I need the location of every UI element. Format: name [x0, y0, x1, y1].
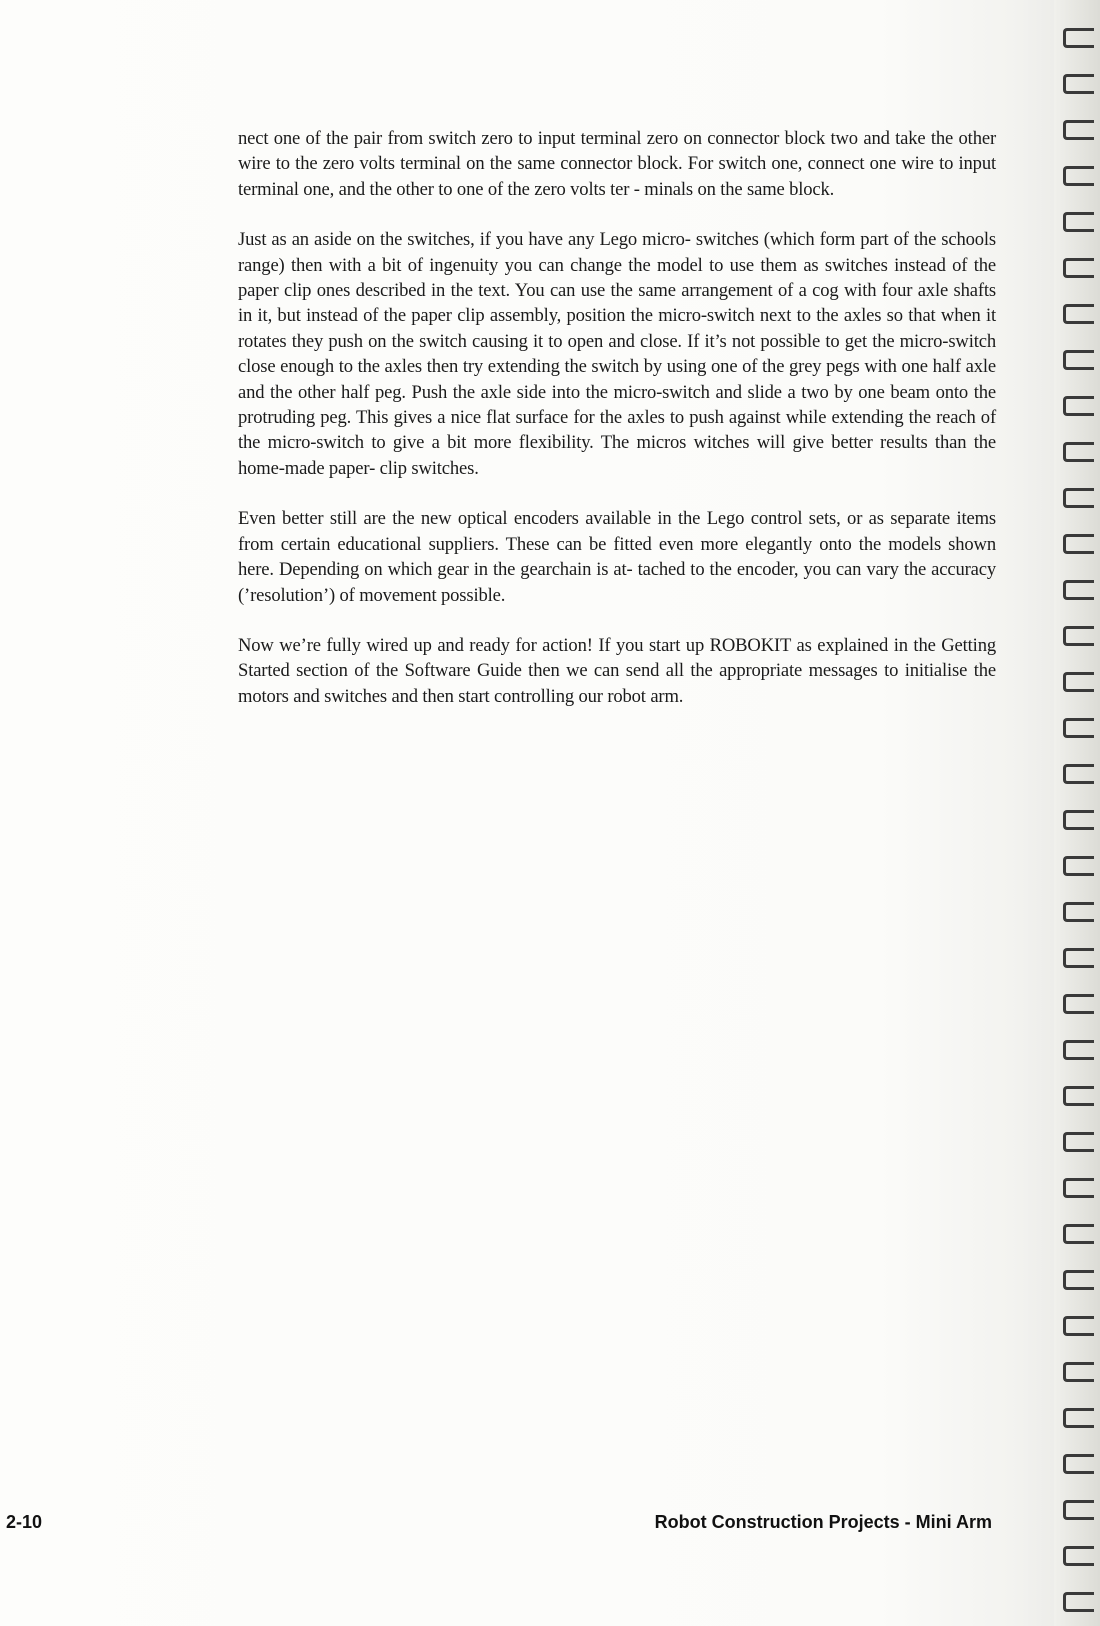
- body-text: [238, 126, 996, 734]
- binding-loop: [1063, 672, 1094, 692]
- binding-loop: [1063, 534, 1094, 554]
- binding-loop: [1063, 1316, 1094, 1336]
- binding-loop: [1063, 1270, 1094, 1290]
- binding-loop: [1063, 1500, 1094, 1520]
- binding-loop: [1063, 1362, 1094, 1382]
- binding-loop: [1063, 1592, 1094, 1612]
- paragraph-ready-for-action: Now we’re fully wired up and ready for action! If you start up ROBOKIT as explained in the Getting Started section of the Software Guide then we can send all the appropriate messages to initialise the motors and switches and then start controlling our robot arm.: [238, 634, 996, 707]
- spiral-binding: [1054, 0, 1100, 1626]
- paragraph-optical-encoders: Even better still are the new optical encoders available in the Lego control sets, or as separate items from certain educational suppliers. These can be fitted even more elegantly onto the models shown here. Depending on which gear in the gearchain is at- tached to the encoder, you can vary the accuracy (’resolution’) of movement possible.: [238, 508, 996, 606]
- binding-loop: [1063, 764, 1094, 784]
- binding-loop: [1063, 212, 1094, 232]
- binding-loop: [1063, 1040, 1094, 1060]
- binding-loop: [1063, 1132, 1094, 1152]
- binding-loop: [1063, 1178, 1094, 1198]
- binding-loop: [1063, 396, 1094, 416]
- binding-loop: [1063, 350, 1094, 370]
- binding-loop: [1063, 994, 1094, 1014]
- binding-loop: [1063, 442, 1094, 462]
- binding-loop: [1063, 74, 1094, 94]
- binding-loop: [1063, 1454, 1094, 1474]
- binding-loop: [1063, 1546, 1094, 1566]
- paragraph-switch-wiring: nect one of the pair from switch zero to input terminal zero on connector block two and take the other wire to the zero volts terminal on the same connector block. For switch one, connect one wire to input terminal one, and the other to one of the zero volts ter - minals on the same block.: [238, 128, 996, 200]
- running-title: Robot Construction Projects - Mini Arm: [654, 1512, 992, 1532]
- binding-loop: [1063, 258, 1094, 278]
- binding-loop: [1063, 626, 1094, 646]
- binding-loop: [1063, 304, 1094, 324]
- binding-loop: [1063, 166, 1094, 186]
- binding-loop: [1063, 948, 1094, 968]
- binding-loop: [1063, 1224, 1094, 1244]
- binding-loop: [1063, 580, 1094, 600]
- binding-loop: [1063, 120, 1094, 140]
- binding-loop: [1063, 488, 1094, 508]
- binding-loop: [1063, 718, 1094, 738]
- page-number: 2-10: [6, 1512, 43, 1532]
- binding-loop: [1063, 810, 1094, 830]
- binding-loop: [1063, 1086, 1094, 1106]
- paragraph-micro-switches: Just as an aside on the switches, if you have any Lego micro- switches (which form part of the schools range) then with a bit of ingenuity you can change the model to use them as switches instead of the paper clip ones described in the text. You can use the same arrangement of a cog with four axle shafts in it, but instead of the paper clip assembly, position the micro-switch next to the axles so that when it rotates they push on the switch causing it to open and close. If it’s not possible to get the micro-switch close enough to the axles then try extending the switch by using one of the grey pegs with one half axle and the other half peg. Push the axle side into the micro-switch and slide a two by one beam onto the protruding peg. This gives a nice flat surface for the axles to push against while extending the reach of the micro-switch to give a bit more flexibility. The micros witches will give better results than the home-made paper- clip switches.: [238, 229, 996, 479]
- binding-loop: [1063, 902, 1094, 922]
- binding-loop: [1063, 856, 1094, 876]
- binding-loop: [1063, 28, 1094, 48]
- binding-loop: [1063, 1408, 1094, 1428]
